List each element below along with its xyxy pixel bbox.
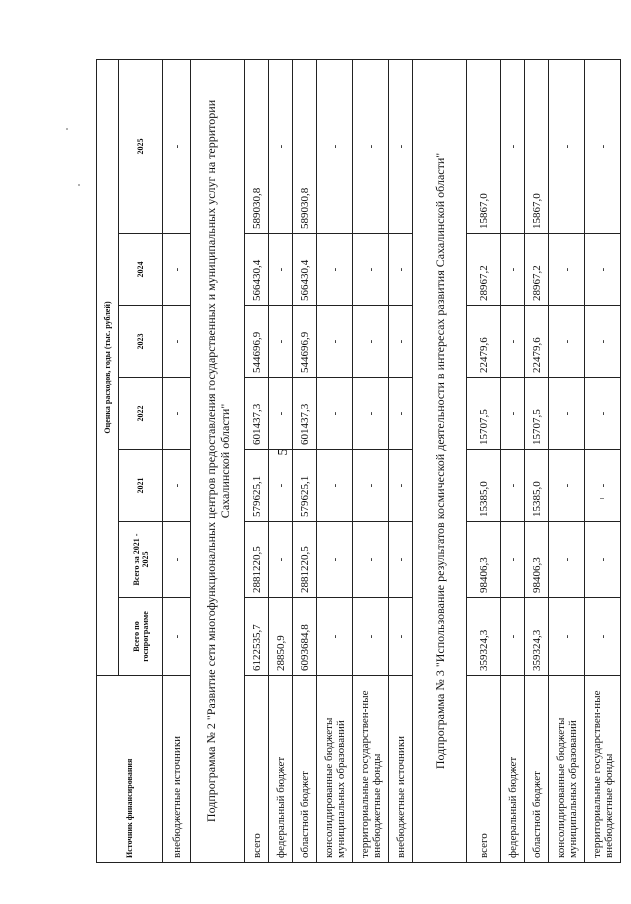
- cell-value: 6122535,7: [245, 598, 269, 676]
- row-label: территориальные государствен-ные внебюджетные фонды: [353, 676, 389, 863]
- cell-value: -: [317, 234, 353, 306]
- table-row: [467, 59, 501, 862]
- cell-value: -: [163, 522, 191, 598]
- cell-value: 589030,8: [293, 59, 317, 233]
- cell-value: 544696,9: [293, 306, 317, 378]
- cell-value: -: [269, 234, 293, 306]
- cell-value: -: [585, 234, 621, 306]
- cell-value: 579625,1: [293, 450, 317, 522]
- cell-value: 2881220,5: [245, 522, 269, 598]
- cell-value: 6093684,8: [293, 598, 317, 676]
- cell-value: -: [317, 59, 353, 233]
- cell-value: -: [353, 59, 389, 233]
- row-label: консолидированные бюджеты муниципальных образований: [549, 676, 585, 863]
- cell-value: -: [163, 59, 191, 233]
- scan-dot: [66, 128, 68, 130]
- cell-value: 544696,9: [245, 306, 269, 378]
- table-row: [293, 59, 317, 862]
- cell-value: -: [317, 450, 353, 522]
- row-label: территориальные государствен-ные внебюджетные фонды: [585, 676, 621, 863]
- cell-value: -: [353, 306, 389, 378]
- cell-value: -: [549, 234, 585, 306]
- cell-value: -: [163, 450, 191, 522]
- cell-value: 98406,3: [467, 522, 501, 598]
- cell-value: -: [163, 598, 191, 676]
- subprogram-row: [191, 59, 245, 862]
- row-label: федеральный бюджет: [501, 676, 525, 863]
- cell-value: -: [163, 306, 191, 378]
- cell-value: -: [549, 598, 585, 676]
- cell-value: 28967,2: [525, 234, 549, 306]
- cell-value: 15867,0: [467, 59, 501, 233]
- cell-value: 98406,3: [525, 522, 549, 598]
- cell-value: -: [501, 59, 525, 233]
- row-label: областной бюджет: [525, 676, 549, 863]
- cell-value: -: [501, 450, 525, 522]
- cell-value: 22479,6: [467, 306, 501, 378]
- cell-value: 601437,3: [245, 378, 269, 450]
- cell-value: -: [585, 378, 621, 450]
- table-row: [501, 59, 525, 862]
- row-label: внебюджетные источники: [163, 676, 191, 863]
- cell-value: -: [317, 522, 353, 598]
- table-row: [585, 59, 621, 862]
- cell-value: -: [549, 450, 585, 522]
- cell-value: -: [585, 59, 621, 233]
- table-container: [96, 60, 615, 863]
- cell-value: 15385,0: [467, 450, 501, 522]
- cell-value: 359324,3: [525, 598, 549, 676]
- cell-value: 15707,5: [467, 378, 501, 450]
- row-label: внебюджетные источники: [389, 676, 413, 863]
- subprogram-row: [413, 59, 467, 862]
- cell-value: -: [269, 59, 293, 233]
- scan-dot: [78, 184, 80, 186]
- scan-mark: [600, 498, 604, 499]
- cell-value: -: [389, 598, 413, 676]
- header-source: Источник финансирования: [97, 676, 163, 863]
- subprogram-title: Подпрограмма № 2 "Развитие сети многофункциональных центров предоставления государственных и муниципальных услуг на территории Сахалинской области": [191, 59, 245, 862]
- table-row: [549, 59, 585, 862]
- row-label: федеральный бюджет: [269, 676, 293, 863]
- header-col-1: Всего за 2021 - 2025: [119, 522, 163, 598]
- cell-value: -: [585, 306, 621, 378]
- cell-value: -: [353, 450, 389, 522]
- row-label: всего: [467, 676, 501, 863]
- cell-value: -: [585, 522, 621, 598]
- cell-value: 601437,3: [293, 378, 317, 450]
- table-row: [269, 59, 293, 862]
- cell-value: -: [163, 378, 191, 450]
- cell-value: -: [585, 450, 621, 522]
- cell-value: 2881220,5: [293, 522, 317, 598]
- cell-value: -: [269, 450, 293, 522]
- cell-value: -: [501, 378, 525, 450]
- table-row: [525, 59, 549, 862]
- financing-table: [96, 59, 621, 863]
- cell-value: -: [389, 59, 413, 233]
- header-estimate-group: Оценка расходов, годы (тыс. рублей): [97, 59, 119, 675]
- cell-value: -: [317, 378, 353, 450]
- cell-value: 28967,2: [467, 234, 501, 306]
- cell-value: -: [501, 234, 525, 306]
- cell-value: 566430,4: [293, 234, 317, 306]
- header-col-2: 2021: [119, 450, 163, 522]
- cell-value: 359324,3: [467, 598, 501, 676]
- header-col-3: 2022: [119, 378, 163, 450]
- cell-value: -: [501, 598, 525, 676]
- cell-value: 15707,5: [525, 378, 549, 450]
- cell-value: -: [353, 522, 389, 598]
- table-row: [163, 59, 191, 862]
- header-col-5: 2024: [119, 234, 163, 306]
- cell-value: -: [389, 378, 413, 450]
- subprogram-title: Подпрограмма № 3 "Использование результатов космической деятельности в интересах развития Сахалинской области": [413, 59, 467, 862]
- cell-value: 22479,6: [525, 306, 549, 378]
- cell-value: -: [389, 234, 413, 306]
- cell-value: 28850,9: [269, 598, 293, 676]
- cell-value: 589030,8: [245, 59, 269, 233]
- cell-value: -: [389, 522, 413, 598]
- cell-value: -: [549, 378, 585, 450]
- cell-value: -: [353, 598, 389, 676]
- cell-value: -: [353, 234, 389, 306]
- table-row: [317, 59, 353, 862]
- cell-value: -: [317, 598, 353, 676]
- cell-value: 579625,1: [245, 450, 269, 522]
- header-col-0: Всего по госпрограмме: [119, 598, 163, 676]
- cell-value: 15385,0: [525, 450, 549, 522]
- row-label: всего: [245, 676, 269, 863]
- cell-value: 566430,4: [245, 234, 269, 306]
- cell-value: -: [317, 306, 353, 378]
- cell-value: -: [585, 598, 621, 676]
- row-label: консолидированные бюджеты муниципальных образований: [317, 676, 353, 863]
- cell-value: -: [353, 378, 389, 450]
- cell-value: -: [501, 306, 525, 378]
- cell-value: -: [389, 306, 413, 378]
- cell-value: -: [549, 522, 585, 598]
- header-col-6: 2025: [119, 59, 163, 233]
- cell-value: -: [501, 522, 525, 598]
- cell-value: 15867,0: [525, 59, 549, 233]
- cell-value: -: [269, 378, 293, 450]
- cell-value: -: [269, 522, 293, 598]
- cell-value: -: [269, 306, 293, 378]
- cell-value: -: [163, 234, 191, 306]
- table-row: [353, 59, 389, 862]
- row-label: областной бюджет: [293, 676, 317, 863]
- cell-value: -: [549, 59, 585, 233]
- cell-value: -: [389, 450, 413, 522]
- page-number: 5: [276, 448, 291, 456]
- table-body: [163, 59, 621, 862]
- cell-value: -: [549, 306, 585, 378]
- header-col-4: 2023: [119, 306, 163, 378]
- table-row: [245, 59, 269, 862]
- table-row: [389, 59, 413, 862]
